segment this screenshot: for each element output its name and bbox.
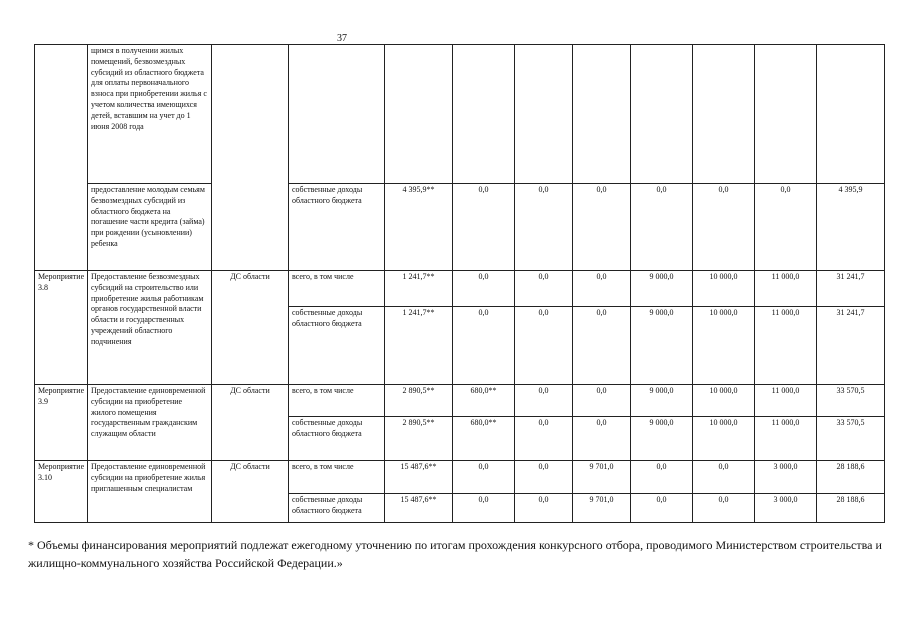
value-cell: 1 241,7** xyxy=(385,307,453,385)
value-cell: 9 000,0 xyxy=(631,385,693,417)
value-cell: 15 487,6** xyxy=(385,494,453,523)
source-cell: собственные доходы областного бюджета xyxy=(289,417,385,461)
measure-code: Мероприятие 3.10 xyxy=(35,461,88,523)
value-cell: 15 487,6** xyxy=(385,461,453,494)
value-cell: 0,0 xyxy=(453,271,515,307)
value-cell: 3 000,0 xyxy=(755,494,817,523)
value-cell: 9 000,0 xyxy=(631,417,693,461)
source-cell: собственные доходы областного бюджета xyxy=(289,307,385,385)
value-cell: 0,0 xyxy=(453,461,515,494)
value-cell: 680,0** xyxy=(453,385,515,417)
table-row xyxy=(35,385,885,417)
source-cell: всего, в том числе xyxy=(289,385,385,417)
value-cell: 0,0 xyxy=(453,307,515,385)
value-cell: 3 000,0 xyxy=(755,461,817,494)
value-cell: 9 000,0 xyxy=(631,307,693,385)
source-cell: всего, в том числе xyxy=(289,461,385,494)
value-cell: 10 000,0 xyxy=(693,271,755,307)
value-cell: 11 000,0 xyxy=(755,307,817,385)
value-cell: 33 570,5 xyxy=(817,417,885,461)
value-cell: 11 000,0 xyxy=(755,417,817,461)
value-cell: 11 000,0 xyxy=(755,271,817,307)
value-cell: 4 395,9** xyxy=(385,184,453,271)
measure-code: Мероприятие 3.9 xyxy=(35,385,88,461)
executor-cell: ДС области xyxy=(212,271,289,385)
value-cell: 1 241,7** xyxy=(385,271,453,307)
value-cell: 11 000,0 xyxy=(755,385,817,417)
value-cell: 0,0 xyxy=(693,461,755,494)
value-cell: 0,0 xyxy=(515,385,573,417)
value-cell: 4 395,9 xyxy=(817,184,885,271)
value-cell: 0,0 xyxy=(453,184,515,271)
value-cell: 0,0 xyxy=(573,385,631,417)
value-cell: 0,0 xyxy=(631,184,693,271)
value-cell: 9 701,0 xyxy=(573,494,631,523)
source-cell xyxy=(289,45,385,184)
executor-cell: ДС области xyxy=(212,385,289,461)
value-cell: 0,0 xyxy=(515,271,573,307)
source-cell: всего, в том числе xyxy=(289,271,385,307)
code-cell xyxy=(35,45,88,271)
value-cell: 0,0 xyxy=(693,184,755,271)
value-cell: 680,0** xyxy=(453,417,515,461)
financing-table xyxy=(34,44,885,523)
value-cell: 0,0 xyxy=(755,184,817,271)
executor-cell xyxy=(212,45,289,271)
value-cell: 0,0 xyxy=(515,494,573,523)
value-cell: 10 000,0 xyxy=(693,385,755,417)
value-cell: 9 701,0 xyxy=(573,461,631,494)
description-cell: Предоставление единовременной субсидии на приобретение жилья приглашенным специалистам xyxy=(88,461,212,523)
value-cell: 0,0 xyxy=(573,271,631,307)
table-row xyxy=(35,461,885,494)
description-cell: Предоставление единовременной субсидии на приобретение жилого помещения государственным гражданским служащим области xyxy=(88,385,212,461)
value-cell: 0,0 xyxy=(515,184,573,271)
value-cell: 0,0 xyxy=(631,461,693,494)
value-cell: 0,0 xyxy=(573,184,631,271)
value-cell: 0,0 xyxy=(631,494,693,523)
value-cell: 28 188,6 xyxy=(817,494,885,523)
footnote: * Объемы финансирования мероприятий подлежат ежегодному уточнению по итогам прохождения конкурсного отбора, проводимого Министерством строительства и жилищно-коммунального хозяйства Российской Федерации.» xyxy=(28,538,882,570)
value-cell: 2 890,5** xyxy=(385,417,453,461)
measure-code: Мероприятие 3.8 xyxy=(35,271,88,385)
value-cell: 0,0 xyxy=(453,494,515,523)
page-number: 37 xyxy=(337,33,347,44)
table-row xyxy=(35,184,885,271)
value-cell: 0,0 xyxy=(515,417,573,461)
value-cell: 28 188,6 xyxy=(817,461,885,494)
value-cell: 9 000,0 xyxy=(631,271,693,307)
value-cell: 10 000,0 xyxy=(693,307,755,385)
value-cell: 10 000,0 xyxy=(693,417,755,461)
value-cell: 33 570,5 xyxy=(817,385,885,417)
value-cell: 31 241,7 xyxy=(817,307,885,385)
source-cell: собственные доходы областного бюджета xyxy=(289,494,385,523)
source-cell: собственные доходы областного бюджета xyxy=(289,184,385,271)
value-cell: 0,0 xyxy=(573,307,631,385)
table-row xyxy=(35,45,885,184)
description-cell: предоставление молодым семьям безвозмездных субсидий из областного бюджета на погашение части кредита (займа) при рождении (усыновлении) ребенка xyxy=(88,184,212,271)
value-cell: 0,0 xyxy=(693,494,755,523)
value-cell: 0,0 xyxy=(573,417,631,461)
value-cell: 31 241,7 xyxy=(817,271,885,307)
description-cell: Предоставление безвозмездных субсидий на строительство или приобретение жилья работникам органов государственной власти области и государственных учреждений областного подчинения xyxy=(88,271,212,385)
executor-cell: ДС области xyxy=(212,461,289,523)
description-cell: щимся в получении жилых помещений, безвозмездных субсидий из областного бюджета для оплаты первоначального взноса при приобретении жилья с учетом количества имеющихся детей, вставшим на учет до 1 июня 2008 года xyxy=(88,45,212,184)
value-cell: 2 890,5** xyxy=(385,385,453,417)
value-cell: 0,0 xyxy=(515,461,573,494)
table-row xyxy=(35,271,885,307)
value-cell: 0,0 xyxy=(515,307,573,385)
